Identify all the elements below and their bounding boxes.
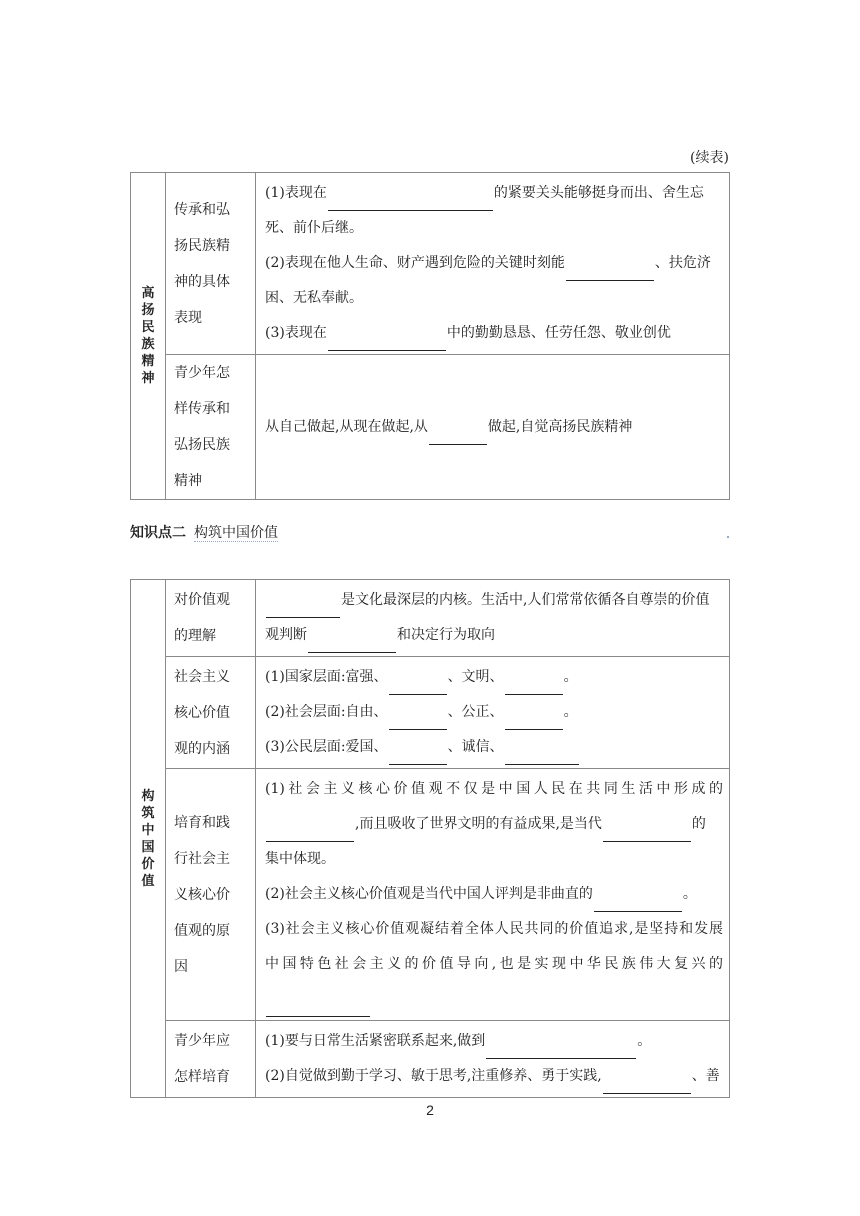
fill-blank[interactable] — [505, 709, 563, 730]
fill-blank[interactable] — [389, 744, 447, 765]
row-label: 青少年应 怎样培育 — [166, 1021, 256, 1098]
table-national-spirit — [130, 172, 730, 500]
fill-blank[interactable] — [603, 821, 691, 842]
row-content: (1)国家层面:富强、 、文明、 。 (2)社会层面:自由、 、公正、 。 (3)公民层面:爱国、 、诚信、 — [256, 657, 730, 769]
fill-blank[interactable] — [328, 190, 493, 211]
fill-blank[interactable] — [603, 1073, 691, 1094]
row-label: 培育和践 行社会主 义核心价 值观的原 因 — [166, 769, 256, 1021]
fill-blank[interactable] — [486, 1038, 636, 1059]
table-row — [131, 173, 730, 355]
table-row — [131, 657, 730, 769]
section-label-chinese-values: 构 筑 中 国 价 值 — [131, 580, 166, 1098]
fill-blank[interactable] — [429, 424, 487, 445]
section-heading — [130, 522, 278, 542]
row-content: (1)表现在 的紧要关头能够挺身而出、舍生忘 死、前仆后继。 (2)表现在他人生命、财产遇到危险的关键时刻能 、扶危济 困、无私奉献。 (3)表现在 中的勤勤恳恳、任劳任怨、敬业创优 — [256, 173, 730, 355]
fill-blank[interactable] — [266, 996, 370, 1017]
continued-label: (续表) — [690, 150, 729, 166]
row-content: (1)社会主义核心价值观不仅是中国人民在共同生活中形成的 ,而且吸收了世界文明的有益成果,是当代 的 集中体现。 (2)社会主义核心价值观是当代中国人评判是非曲直的 。 (3)社会主义核心价值观凝结着全体人民共同的价值追求,是坚持和发展 中国特色社会主义的价值导向,也是实现中华民族伟大复兴的 — [256, 769, 730, 1021]
table-row — [131, 355, 730, 500]
fill-blank[interactable] — [505, 674, 563, 695]
section-number: 知识点二 — [130, 525, 186, 541]
row-label: 青少年怎 样传承和 弘扬民族 精神 — [166, 355, 256, 500]
table-row — [131, 580, 730, 657]
fill-blank[interactable] — [308, 632, 396, 653]
decorative-dot — [727, 536, 729, 538]
section-label-national-spirit: 高 扬 民 族 精 神 — [131, 173, 166, 500]
fill-blank[interactable] — [389, 674, 447, 695]
fill-blank[interactable] — [594, 891, 682, 912]
section-title: 构筑中国价值 — [194, 525, 278, 541]
fill-blank[interactable] — [389, 709, 447, 730]
row-label: 社会主义 核心价值 观的内涵 — [166, 657, 256, 769]
fill-blank[interactable] — [505, 744, 579, 765]
fill-blank[interactable] — [266, 597, 340, 618]
row-content: (1)要与日常生活紧密联系起来,做到 。 (2)自觉做到勤于学习、敏于思考,注重修养、勇于实践, 、善 — [256, 1021, 730, 1098]
row-label: 传承和弘 扬民族精 神的具体 表现 — [166, 173, 256, 355]
row-content: 从自己做起,从现在做起,从 做起,自觉高扬民族精神 — [256, 355, 730, 500]
fill-blank[interactable] — [266, 821, 354, 842]
fill-blank[interactable] — [328, 330, 446, 351]
table-row — [131, 1021, 730, 1098]
table-row — [131, 769, 730, 1021]
table-chinese-values — [130, 579, 730, 1098]
row-content: 是文化最深层的内核。生活中,人们常常依循各自尊崇的价值 观判断 和决定行为取向 — [256, 580, 730, 657]
page-number: 2 — [426, 1102, 434, 1118]
row-label: 对价值观 的理解 — [166, 580, 256, 657]
fill-blank[interactable] — [566, 260, 654, 281]
